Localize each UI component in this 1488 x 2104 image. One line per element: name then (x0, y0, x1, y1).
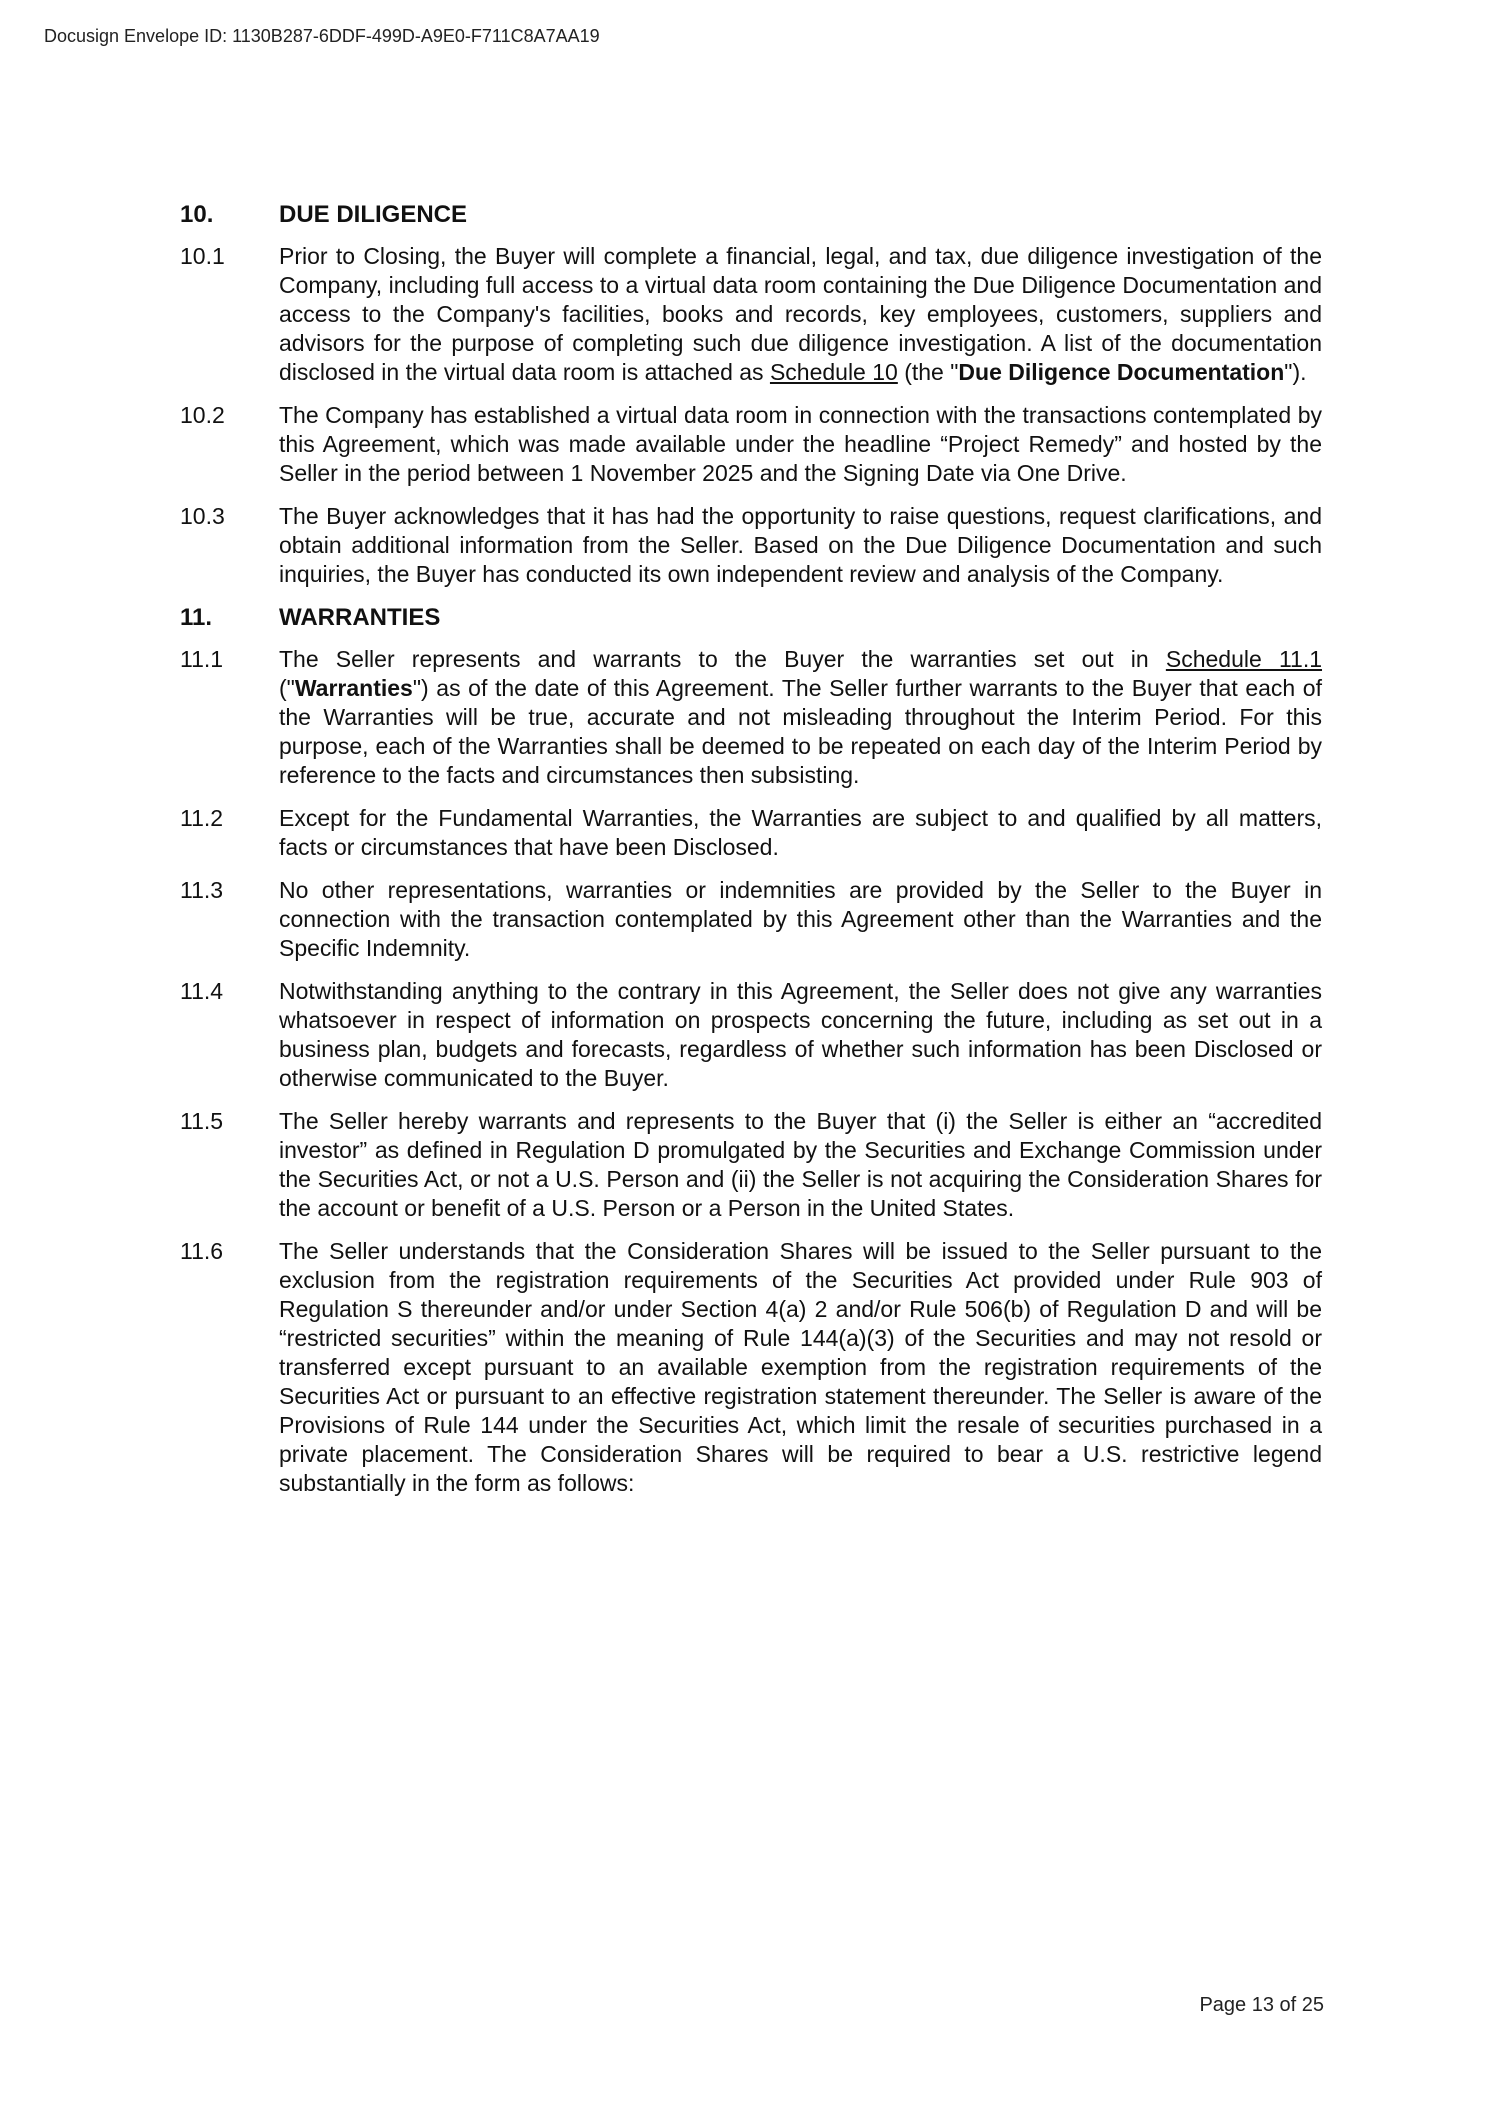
envelope-id: Docusign Envelope ID: 1130B287-6DDF-499D-A9E0-F711C8A7AA19 (44, 26, 600, 46)
clause-text-part: "). (1284, 359, 1307, 385)
schedule-10-link[interactable]: Schedule 10 (769, 359, 898, 385)
section-number: 11. (180, 604, 213, 631)
clause-number: 11.6 (180, 1238, 224, 1264)
clause-text-part: (" (279, 675, 295, 701)
clause-text-part: Prior to Closing, the Buyer will complete a financial, legal, and tax, due diligence investigation of the Company, including full access to a virtual data room containing the Due Diligence Documentation and access to the Company's facilities, books and records, key employees, customers, suppliers and advisors for the purpose of completing such due diligence investigation. A list of the documentation disclosed in the virtual data room is attached as (279, 243, 1322, 385)
defined-term: Warranties (294, 675, 413, 701)
section-heading-warranties (180, 603, 1322, 633)
clause-number: 11.4 (180, 978, 224, 1004)
clause-number: 10.3 (180, 503, 225, 529)
clause-11-5 (180, 1107, 1322, 1223)
clause-10-3 (180, 502, 1322, 589)
clause-10-2 (180, 401, 1322, 488)
clause-11-6 (180, 1237, 1322, 1498)
clause-text (279, 645, 1322, 790)
clause-text: The Buyer acknowledges that it has had the opportunity to raise questions, request clarifications, and obtain additional information from the Seller. Based on the Due Diligence Documentation and such inquiries, the Buyer has conducted its own independent review and analysis of the Company. (279, 503, 1322, 587)
clause-number: 11.1 (180, 646, 224, 672)
clause-text: The Seller hereby warrants and represents to the Buyer that (i) the Seller is either an “accredited investor” as defined in Regulation D promulgated by the Securities and Exchange Commission under the Securities Act, or not a U.S. Person and (ii) the Seller is not acquiring the Consideration Shares for the account or benefit of a U.S. Person or a Person in the United States. (279, 1108, 1322, 1221)
schedule-11-1-link[interactable]: Schedule 11.1 (1165, 646, 1323, 672)
clause-text: No other representations, warranties or indemnities are provided by the Seller to the Buyer in connection with the transaction contemplated by this Agreement other than the Warranties and the Specific Indemnity. (279, 877, 1322, 961)
clause-text-part: The Seller represents and warrants to the Buyer the warranties set out in (279, 646, 1166, 672)
clause-text: The Company has established a virtual data room in connection with the transactions contemplated by this Agreement, which was made available under the headline “Project Remedy” and hosted by the Seller in the period between 1 November 2025 and the Signing Date via One Drive. (279, 402, 1322, 486)
clause-11-4 (180, 977, 1322, 1093)
clause-text: Notwithstanding anything to the contrary in this Agreement, the Seller does not give any warranties whatsoever in respect of information on prospects concerning the future, including as set out in a business plan, budgets and forecasts, regardless of whether such information has been Disclosed or otherwise communicated to the Buyer. (279, 978, 1322, 1091)
clause-number: 10.2 (180, 402, 225, 428)
clause-11-1 (180, 645, 1322, 790)
clause-11-2 (180, 804, 1322, 862)
clause-11-3 (180, 876, 1322, 963)
page-number: Page 13 of 25 (1199, 1994, 1324, 2016)
clause-10-1 (180, 242, 1322, 387)
clause-text (279, 242, 1322, 387)
section-number: 10. (180, 201, 214, 228)
section-title: DUE DILIGENCE (279, 201, 468, 228)
clause-text-part: ") as of the date of this Agreement. The Seller further warrants to the Buyer that each of the Warranties will be true, accurate and not misleading throughout the Interim Period. For this purpose, each of the Warranties shall be deemed to be repeated on each day of the Interim Period by reference to the facts and circumstances then subsisting. (279, 675, 1322, 788)
clause-text: Except for the Fundamental Warranties, the Warranties are subject to and qualified by all matters, facts or circumstances that have been Disclosed. (279, 805, 1322, 860)
clause-number: 11.5 (180, 1108, 224, 1134)
clause-number: 11.3 (180, 877, 224, 903)
document-body (180, 200, 1322, 1512)
section-title: WARRANTIES (279, 604, 441, 631)
clause-text: The Seller understands that the Consideration Shares will be issued to the Seller pursuant to the exclusion from the registration requirements of the Securities Act provided under Rule 903 of Regulation S thereunder and/or under Section 4(a) 2 and/or Rule 506(b) of Regulation D and will be “restricted securities” within the meaning of Rule 144(a)(3) of the Securities and may not resold or transferred except pursuant to an available exemption from the registration requirements of the Securities Act or pursuant to an effective registration statement thereunder. The Seller is aware of the Provisions of Rule 144 under the Securities Act, which limit the resale of securities purchased in a private placement. The Consideration Shares will be required to bear a U.S. restrictive legend substantially in the form as follows: (279, 1238, 1322, 1496)
section-heading-due-diligence (180, 200, 1322, 230)
clause-number: 11.2 (180, 805, 224, 831)
clause-number: 10.1 (180, 243, 225, 269)
defined-term: Due Diligence Documentation (958, 359, 1285, 385)
clause-text-part: (the " (897, 359, 959, 385)
